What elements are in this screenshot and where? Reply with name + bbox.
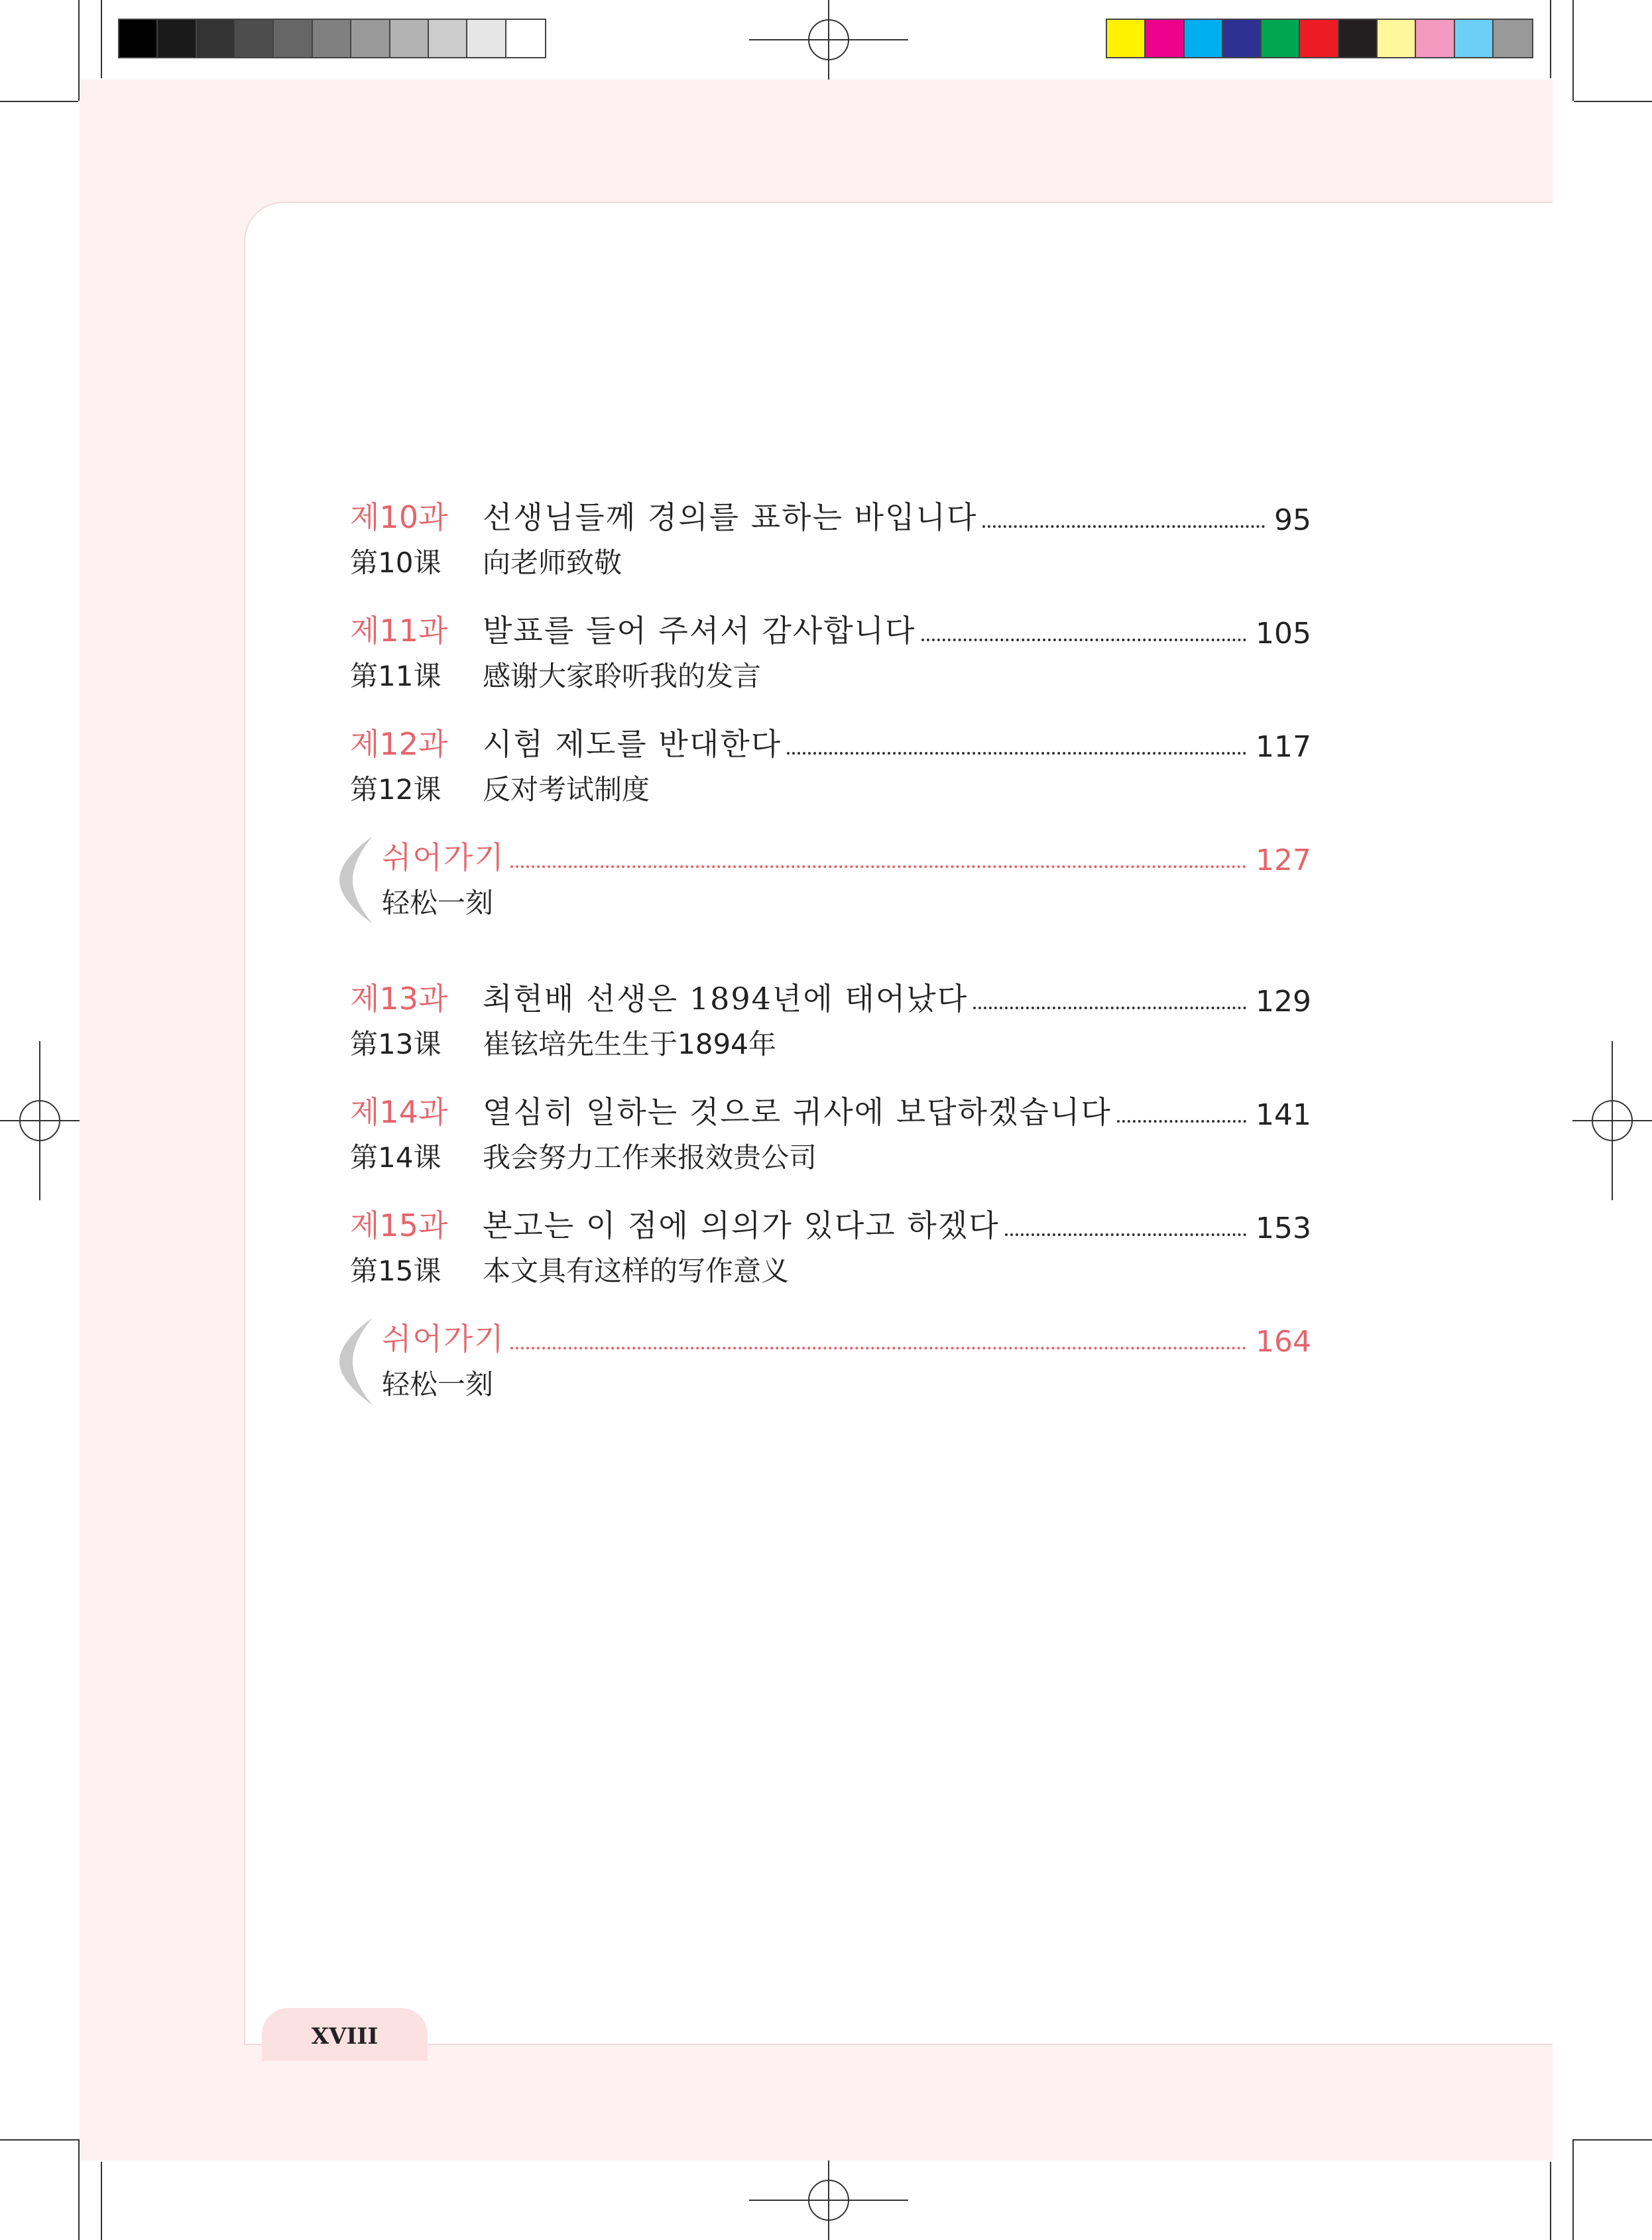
color-swatch <box>1378 20 1416 57</box>
crop-mark <box>78 0 80 101</box>
toc-entry-break[interactable] <box>350 824 1311 925</box>
registration-mark <box>0 1041 80 1200</box>
crop-mark <box>0 2139 78 2141</box>
registration-mark <box>1572 1041 1652 1200</box>
lesson-number-ko: 제10과 <box>350 499 448 535</box>
break-title-ko: 쉬어가기 <box>382 1321 505 1357</box>
page-ref: 117 <box>1256 730 1311 764</box>
color-calibration-bar <box>1106 19 1533 58</box>
lesson-title-zh: 崔铉培先生生于1894年 <box>483 1028 776 1060</box>
color-swatch <box>1300 20 1338 57</box>
crop-mark <box>1572 0 1574 101</box>
crop-mark <box>1574 2139 1652 2141</box>
page-number: XVIII <box>311 2023 379 2050</box>
lesson-title-zh: 我会努力工作来报效贵公司 <box>483 1141 817 1174</box>
color-swatch <box>390 20 429 57</box>
page-number-badge <box>262 2008 428 2061</box>
break-title-ko: 쉬어가기 <box>382 840 505 875</box>
lesson-number-ko: 제13과 <box>350 981 448 1017</box>
leader-dots <box>510 1347 1246 1349</box>
crop-mark <box>1572 2139 1574 2240</box>
page-ref: 153 <box>1256 1212 1311 1245</box>
page-ref: 127 <box>1256 843 1311 877</box>
lesson-title-ko: 시험 제도를 반대한다 <box>483 726 782 762</box>
leader-dots <box>973 1007 1246 1009</box>
lesson-number-zh: 第14课 <box>350 1141 442 1174</box>
toc-entry-break[interactable] <box>350 1306 1311 1406</box>
color-swatch <box>197 20 235 57</box>
registration-mark <box>749 0 908 80</box>
lesson-number-zh: 第10课 <box>350 546 442 579</box>
lesson-number-zh: 第13课 <box>350 1028 442 1060</box>
color-swatch <box>1262 20 1300 57</box>
lesson-number-zh: 第12课 <box>350 773 442 806</box>
color-swatch <box>274 20 312 57</box>
toc-entry-lesson-11[interactable] <box>350 597 1311 698</box>
leader-dots <box>921 639 1246 641</box>
lesson-title-ko: 발표를 들어 주셔서 감사합니다 <box>483 613 916 649</box>
color-swatch <box>1339 20 1378 57</box>
page-ref: 164 <box>1256 1325 1311 1359</box>
color-swatch <box>1416 20 1454 57</box>
color-swatch <box>1494 20 1532 57</box>
crop-mark <box>1550 2162 1551 2240</box>
lesson-number-ko: 제14과 <box>350 1094 448 1130</box>
color-swatch <box>158 20 196 57</box>
toc-entry-lesson-10[interactable] <box>350 484 1311 585</box>
color-swatch <box>467 20 506 57</box>
color-swatch <box>1146 20 1184 57</box>
lesson-title-ko: 열심히 일하는 것으로 귀사에 보답하겠습니다 <box>483 1094 1112 1130</box>
leader-dots <box>1005 1233 1246 1236</box>
leader-dots <box>510 865 1246 868</box>
toc-entry-lesson-12[interactable] <box>350 711 1311 812</box>
lesson-title-zh: 本文具有这样的写作意义 <box>483 1255 790 1287</box>
leader-dots <box>787 752 1246 755</box>
page-ref: 95 <box>1274 503 1311 537</box>
color-swatch <box>235 20 274 57</box>
color-swatch <box>1185 20 1223 57</box>
crop-mark <box>1574 101 1652 102</box>
break-title-zh: 轻松一刻 <box>382 887 494 919</box>
crop-mark <box>101 2162 102 2240</box>
lesson-title-ko: 본고는 이 점에 의의가 있다고 하겠다 <box>483 1208 1000 1243</box>
break-title-zh: 轻松一刻 <box>382 1368 494 1400</box>
lesson-number-ko: 제15과 <box>350 1208 448 1243</box>
gray-calibration-bar <box>118 19 546 58</box>
lesson-title-zh: 反对考试制度 <box>483 773 650 806</box>
color-swatch <box>119 20 158 57</box>
color-swatch <box>351 20 390 57</box>
lesson-title-zh: 向老师致敬 <box>483 546 622 579</box>
leader-dots <box>982 525 1265 528</box>
crop-mark <box>0 101 78 102</box>
crop-mark <box>78 2139 80 2240</box>
page-ref: 105 <box>1256 617 1311 651</box>
color-swatch <box>1107 20 1146 57</box>
registration-mark <box>749 2160 908 2240</box>
page-ref: 129 <box>1256 985 1311 1019</box>
toc-entry-lesson-15[interactable] <box>350 1192 1311 1293</box>
toc-entry-lesson-13[interactable] <box>350 965 1311 1066</box>
lesson-number-zh: 第11课 <box>350 660 442 692</box>
crop-mark <box>1550 0 1551 78</box>
color-swatch <box>1455 20 1494 57</box>
lesson-title-ko: 최현배 선생은 1894년에 태어났다 <box>483 981 969 1017</box>
lesson-title-ko: 선생님들께 경의를 표하는 바입니다 <box>483 499 978 535</box>
color-swatch <box>506 20 545 57</box>
lesson-number-ko: 제12과 <box>350 726 448 762</box>
crop-mark <box>101 0 102 78</box>
leader-dots <box>1117 1120 1246 1123</box>
color-swatch <box>313 20 351 57</box>
page-ref: 141 <box>1256 1098 1311 1132</box>
lesson-number-zh: 第15课 <box>350 1255 442 1287</box>
color-swatch <box>1223 20 1262 57</box>
lesson-number-ko: 제11과 <box>350 613 448 649</box>
lesson-title-zh: 感谢大家聆听我的发言 <box>483 660 762 692</box>
color-swatch <box>429 20 467 57</box>
toc-entry-lesson-14[interactable] <box>350 1079 1311 1180</box>
